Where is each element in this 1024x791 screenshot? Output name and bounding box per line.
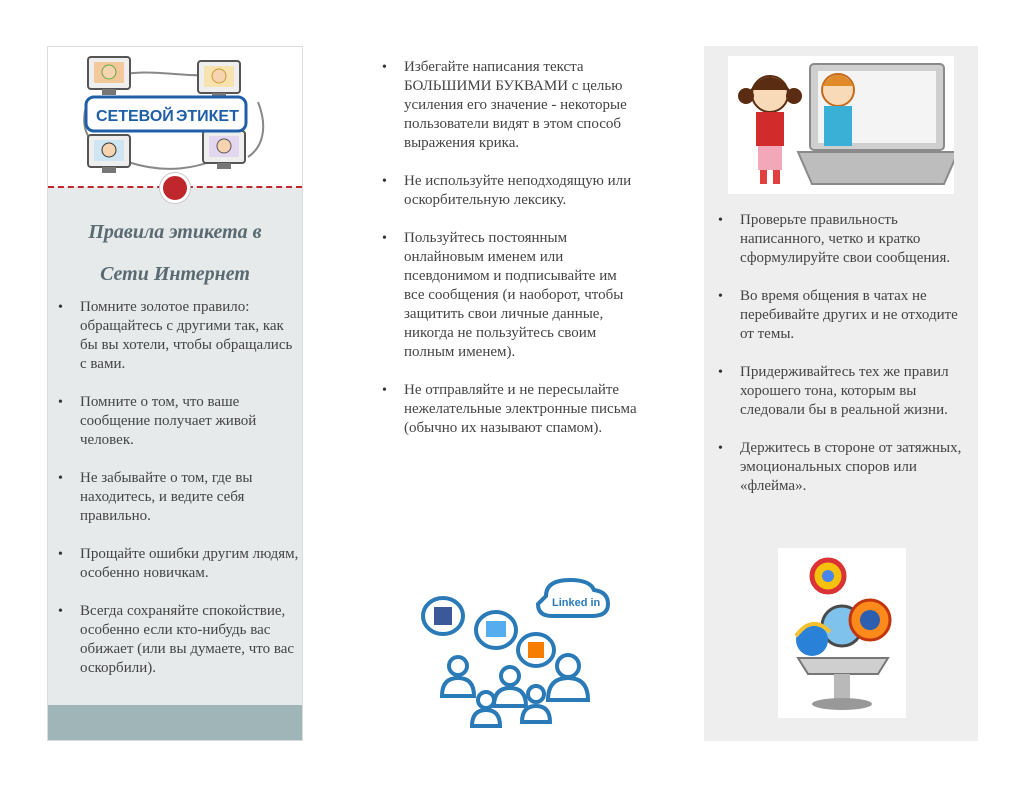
social-network-illustration [418,578,618,728]
list-item: • Всегда сохраняйте спокойствие, особенно если кто-нибудь вас обижает (или вы думаете, что вас оскорбили). [52,602,300,678]
middle-rules-list [376,58,638,457]
logo-banner [48,47,302,187]
list-item: • Во время общения в чатах не перебивайте других и не отходите от темы. [712,287,974,344]
footer-band [48,705,302,740]
monitor-bottom-right-icon [203,131,245,169]
left-rules-list [52,298,300,697]
list-item: • Не отправляйте и не пересылайте нежелательные электронные письма (обычно их называют спамом). [376,381,638,438]
list-item: • Пользуйтесь постоянным онлайновым именем или псевдонимом и подписывайте им все сообщения (и наоборот, чтобы защитить свои личные данные, никогда не пользуйтесь своим полным именем). [376,229,638,362]
list-item: • Прощайте ошибки другим людям, особенно новичкам. [52,545,300,583]
right-rules-list [712,211,974,515]
network-etiquette-logo [48,47,304,187]
left-panel [47,46,303,741]
list-item: • Помните о том, что ваше сообщение получает живой человек. [52,393,300,450]
blogger-logo-icon [528,642,544,658]
twitter-logo-icon [486,621,506,637]
monitor-bottom-left-icon [88,135,130,173]
logo-word-2: ЭТИКЕТ [176,108,239,125]
kids-at-laptop-illustration [728,56,954,194]
right-panel [704,46,978,741]
list-item: • Придерживайтесь тех же правил хорошего тона, которым вы следовали бы в реальной жизни. [712,363,974,420]
monitor-top-left-icon [88,57,130,95]
browsers-illustration [778,548,906,718]
monitor-top-right-icon [198,61,240,99]
list-item: • Проверьте правильность написанного, четко и кратко сформулируйте свои сообщения. [712,211,974,268]
list-item: • Не забывайте о том, где вы находитесь, и ведите себя правильно. [52,469,300,526]
list-item: • Держитесь в стороне от затяжных, эмоциональных споров или «флейма». [712,439,974,496]
list-item: • Помните золотое правило: обращайтесь с другими так, как бы вы хотели, чтобы обращались с вами. [52,298,300,374]
laptop-keyboard-icon [798,152,954,184]
title-line-1: Правила этикета в [88,221,262,243]
logo-word-1: СЕТЕВОЙ [96,108,174,125]
list-item: • Не используйте неподходящую или оскорбительную лексику. [376,172,638,210]
linkedin-label: Linked in [552,597,601,609]
boy-figure-icon [822,74,854,146]
title-line-2: Сети Интернет [100,263,250,285]
facebook-logo-icon [434,607,452,625]
monitor-base-icon [798,658,888,674]
red-dot-ornament [160,173,190,203]
list-item: • Избегайте написания текста БОЛЬШИМИ БУКВАМИ с целью усиления его значение - некоторые пользователи видят в этом способ выражения крика. [376,58,638,153]
